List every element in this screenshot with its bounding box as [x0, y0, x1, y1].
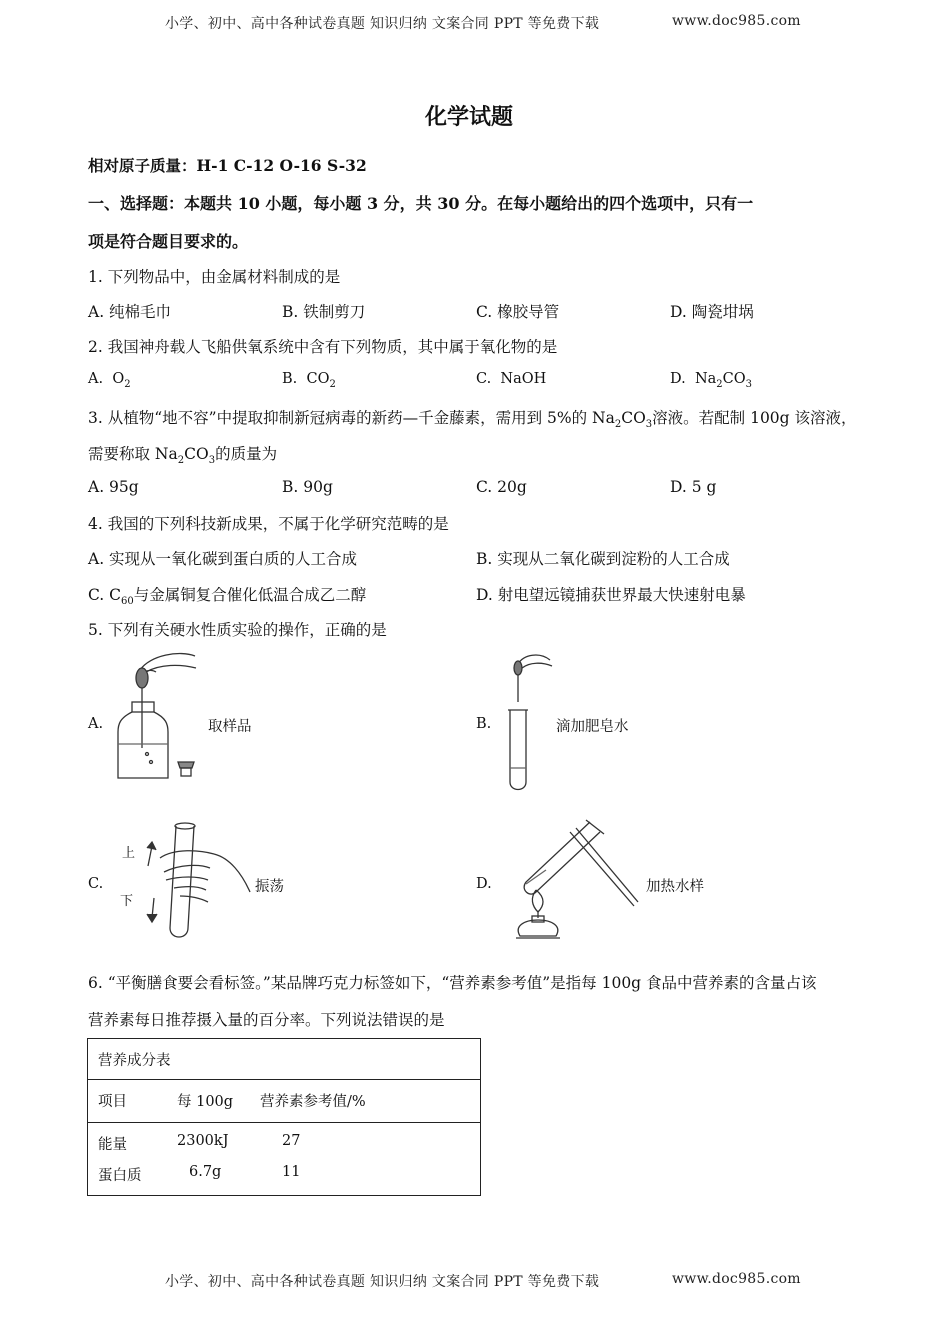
- q2-option-c: [476, 371, 546, 387]
- q4-stem: 4. 我国的下列科技新成果，不属于化学研究范畴的是: [88, 515, 449, 533]
- nutrition-table-divider-1: [88, 1079, 480, 1080]
- atomic-masses: 相对原子质量：H-1 C-12 O-16 S-32: [88, 156, 367, 175]
- nutrition-table-title: 营养成分表: [98, 1053, 171, 1069]
- q4-option-b: B. 实现从二氧化碳到淀粉的人工合成: [476, 550, 730, 568]
- q2-option-c-formula: NaOH: [500, 371, 547, 387]
- q3-l1-a: 3. 从植物“地不容”中提取抑制新冠病毒的新药—千金藤素，需用到 5%的 Na: [88, 409, 615, 427]
- q3-l1-sub1: 2: [614, 419, 622, 431]
- nutrition-table-header-nrv: 营养素参考值/%: [260, 1094, 366, 1110]
- q3-l2-sub2: 3: [208, 455, 216, 467]
- page-header-text: 小学、初中、高中各种试卷真题 知识归纳 文案合同 PPT 等免费下载: [165, 16, 600, 32]
- nutrition-table-header-item: 项目: [98, 1094, 127, 1110]
- page-footer-text: 小学、初中、高中各种试卷真题 知识归纳 文案合同 PPT 等免费下载: [165, 1274, 600, 1290]
- nutrition-table-divider-2: [88, 1122, 480, 1123]
- q6-stem-line1: 6. “平衡膳食要会看标签。”某品牌巧克力标签如下，“营养素参考值”是指每 100g 食品中营养素的含量占该: [88, 974, 817, 992]
- q2-option-b-formula: CO: [306, 371, 330, 387]
- q1-option-d: D. 陶瓷坩埚: [670, 303, 754, 321]
- q5-option-d-figure: [500, 818, 640, 943]
- q6-stem-line2: 营养素每日推荐摄入量的百分率。下列说法错误的是: [88, 1011, 445, 1029]
- q3-l1-b: CO: [621, 409, 646, 427]
- q2-option-d-sub2: 3: [745, 378, 753, 390]
- q3-option-d: D. 5 g: [670, 478, 717, 496]
- q5-stem: 5. 下列有关硬水性质实验的操作，正确的是: [88, 621, 387, 639]
- q2-option-a-label: A.: [88, 371, 104, 387]
- q2-option-b-sub: 2: [329, 378, 336, 390]
- section-instructions-line2: 项是符合题目要求的。: [88, 232, 249, 251]
- table-row-protein-nrv: 11: [282, 1164, 301, 1180]
- q5-option-c-label: C.: [88, 876, 104, 892]
- q3-l2-sub1: 2: [177, 455, 185, 467]
- q2-option-d-formula-1: Na: [694, 371, 717, 387]
- q3-stem-line2: [88, 442, 277, 466]
- q4-option-c-b: 与金属铜复合催化低温合成乙二醇: [133, 586, 367, 604]
- q5-option-a-figure: [110, 650, 220, 790]
- table-row-energy-name: 能量: [98, 1137, 127, 1153]
- q2-option-c-label: C.: [476, 371, 492, 387]
- q3-stem-line1: [88, 406, 857, 430]
- q4-option-a: A. 实现从一氧化碳到蛋白质的人工合成: [88, 550, 358, 568]
- q5-option-b-label: B.: [476, 716, 492, 732]
- q5-option-b-caption: 滴加肥皂水: [556, 719, 629, 735]
- q1-option-a: A. 纯棉毛巾: [88, 303, 172, 321]
- q5-option-a-label: A.: [88, 716, 104, 732]
- q3-option-a: A. 95g: [88, 478, 139, 496]
- page-header-url[interactable]: www.doc985.com: [672, 13, 801, 29]
- q2-option-a: [88, 371, 131, 390]
- q5-option-d-label: D.: [476, 876, 492, 892]
- table-row-protein-name: 蛋白质: [98, 1168, 142, 1184]
- q2-option-d-sub1: 2: [716, 378, 723, 390]
- nutrition-table-header-per100g: 每 100g: [177, 1094, 234, 1110]
- q5-option-b-figure: [500, 650, 560, 795]
- q5-option-c-figure: [130, 818, 260, 948]
- q5-option-d-caption: 加热水样: [646, 879, 704, 895]
- q1-option-b: B. 铁制剪刀: [282, 303, 366, 321]
- q3-l2-a: 需要称取 Na: [88, 445, 178, 463]
- q5-option-a-caption: 取样品: [208, 719, 252, 735]
- nutrition-table: [87, 1038, 481, 1196]
- q2-option-d-formula-2: CO: [722, 371, 746, 387]
- q3-l2-c: 的质量为: [215, 445, 278, 463]
- q4-option-c-a: C. C: [88, 586, 122, 604]
- q2-option-d-label: D.: [670, 371, 686, 387]
- q5-option-c-down-label: 下: [120, 894, 134, 909]
- q5-option-c-up-label: 上: [122, 846, 136, 861]
- q2-option-a-sub: 2: [124, 378, 131, 390]
- section-instructions-line1: 一、选择题：本题共 10 小题，每小题 3 分，共 30 分。在每小题给出的四个选项中，只有一: [88, 194, 754, 213]
- q4-option-c-sub: 60: [121, 596, 134, 608]
- q1-stem: 1. 下列物品中，由金属材料制成的是: [88, 268, 341, 286]
- table-row-energy-amount: 2300kJ: [177, 1133, 229, 1149]
- page-footer-url[interactable]: www.doc985.com: [672, 1271, 801, 1287]
- q2-option-b-label: B.: [282, 371, 298, 387]
- q1-option-c: C. 橡胶导管: [476, 303, 560, 321]
- q3-option-c: C. 20g: [476, 478, 527, 496]
- q4-option-c: [88, 583, 366, 607]
- q3-l2-b: CO: [184, 445, 209, 463]
- q3-l1-sub2: 3: [645, 419, 653, 431]
- q4-option-d: D. 射电望远镜捕获世界最大快速射电暴: [476, 586, 746, 604]
- q3-l1-c: 溶液。若配制 100g 该溶液，: [652, 409, 857, 427]
- q2-option-d: [670, 371, 752, 390]
- q5-option-c-caption: 振荡: [255, 879, 284, 895]
- q2-stem: 2. 我国神舟载人飞船供氧系统中含有下列物质，其中属于氧化物的是: [88, 338, 558, 356]
- document-title: 化学试题: [425, 104, 514, 130]
- q2-option-a-formula: O: [112, 371, 125, 387]
- table-row-energy-nrv: 27: [282, 1133, 301, 1149]
- q2-option-b: [282, 371, 336, 390]
- table-row-protein-amount: 6.7g: [189, 1164, 222, 1180]
- q3-option-b: B. 90g: [282, 478, 333, 496]
